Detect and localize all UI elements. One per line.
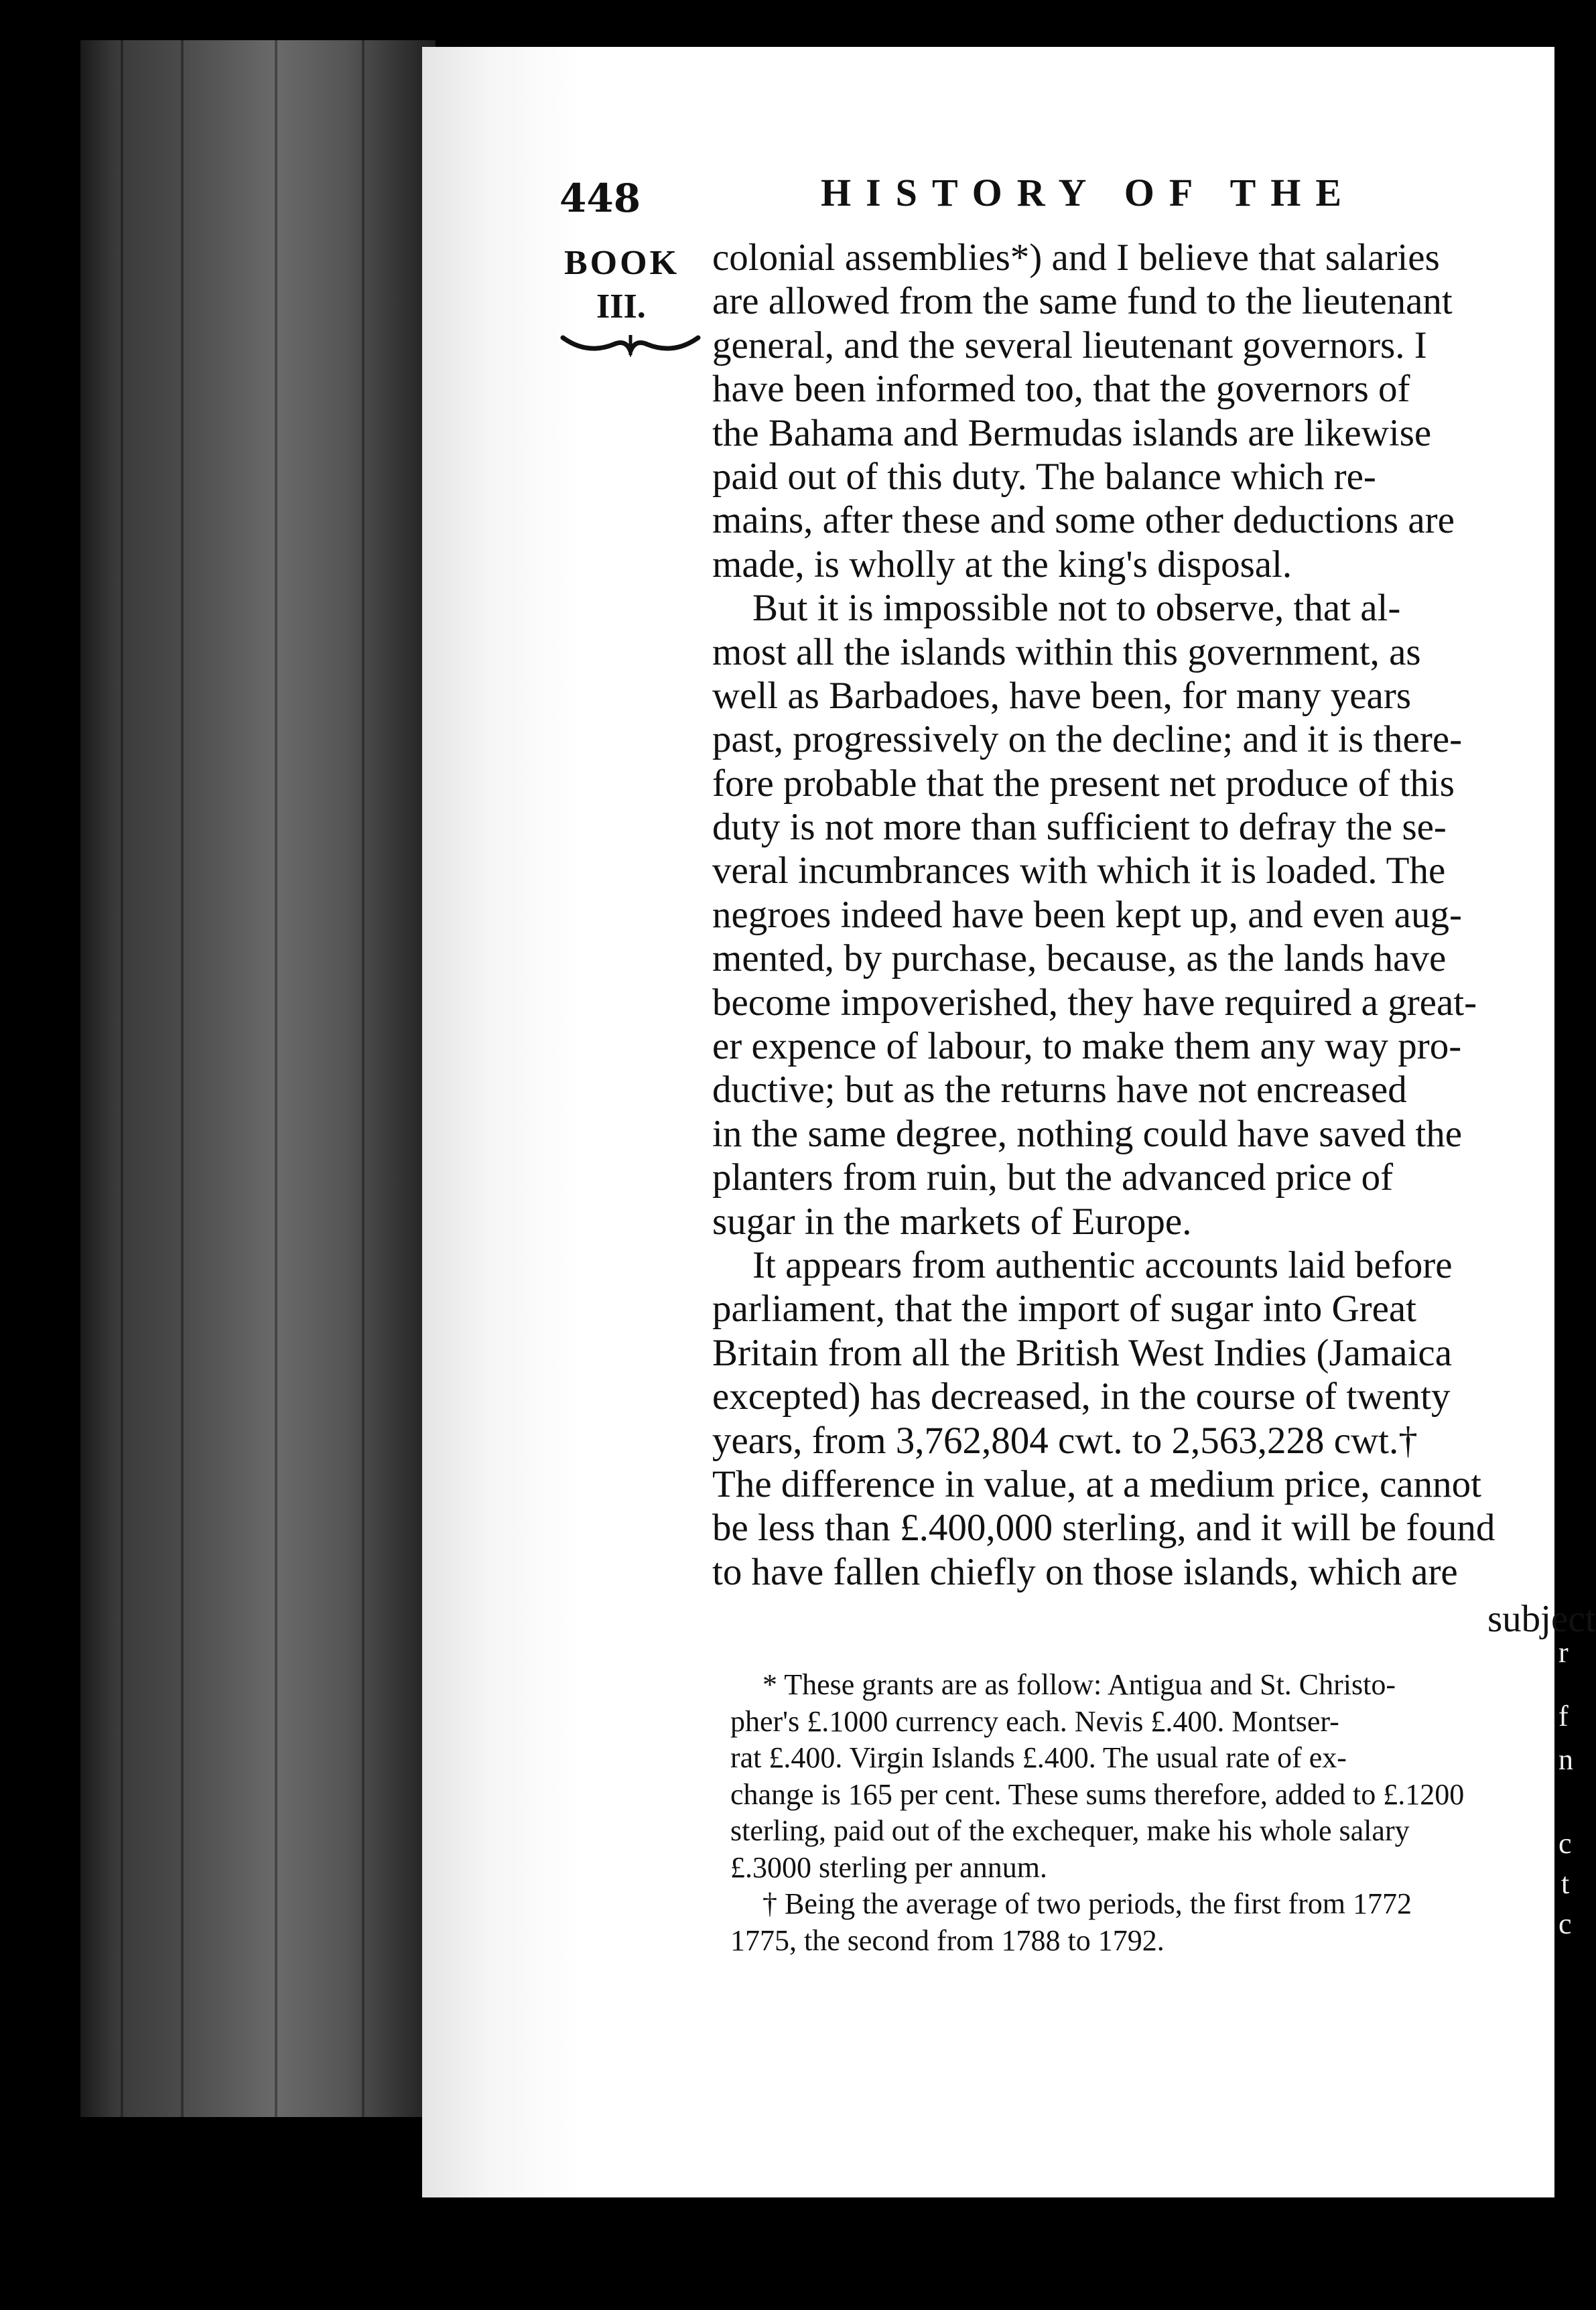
text-line: general, and the several lieutenant governors. I <box>712 324 1427 366</box>
edge-letter: r <box>1558 1636 1569 1669</box>
footnote-line: 1775, the second from 1788 to 1792. <box>730 1923 1165 1957</box>
text-line: veral incumbrances with which it is loaded. The <box>712 850 1446 892</box>
footnote-line: rat £.400. Virgin Islands £.400. The usual rate of ex- <box>730 1741 1347 1774</box>
paragraph-first-line: But it is impossible not to observe, that al- <box>752 587 1401 630</box>
footnote-line: £.3000 sterling per annum. <box>730 1850 1047 1884</box>
text-line: parliament, that the import of sugar into Great <box>712 1288 1417 1331</box>
book-spine-shadow <box>80 40 436 2117</box>
paragraph-first-line: It appears from authentic accounts laid before <box>752 1243 1453 1286</box>
text-line: past, progressively on the decline; and it is there- <box>712 718 1463 761</box>
text-line: are allowed from the same fund to the lieutenant <box>712 280 1453 323</box>
page-number: 448 <box>559 176 641 221</box>
edge-letter: c <box>1558 1827 1572 1860</box>
footnote-line: * These grants are as follow: Antigua and St. Christo- <box>762 1668 1396 1701</box>
footnote-line: † Being the average of two periods, the first from 1772 <box>762 1887 1412 1920</box>
text-line: mains, after these and some other deductions are <box>712 499 1455 542</box>
text-line: Britain from all the British West Indies (Jamaica <box>712 1331 1453 1374</box>
text-line: excepted) has decreased, in the course of twenty <box>712 1375 1451 1418</box>
text-line: er expence of labour, to make them any way pro- <box>712 1025 1462 1068</box>
text-line: the Bahama and Bermudas islands are likewise <box>712 411 1432 454</box>
text-line: most all the islands within this government, as <box>712 630 1421 673</box>
text-line: mented, by purchase, because, as the lands have <box>712 937 1447 980</box>
footnote-line: change is 165 per cent. These sums therefore, added to £.1200 <box>730 1777 1465 1811</box>
text-line: paid out of this duty. The balance which re- <box>712 455 1376 498</box>
text-line: have been informed too, that the governors of <box>712 368 1410 411</box>
text-line: years, from 3,762,804 cwt. to 2,563,228 cwt.† <box>712 1419 1418 1462</box>
body-text <box>712 236 1577 1594</box>
text-line: planters from ruin, but the advanced price of <box>712 1156 1394 1199</box>
text-line: be less than £.400,000 sterling, and it will be found <box>712 1507 1495 1550</box>
edge-letter: t <box>1561 1867 1570 1900</box>
text-line: in the same degree, nothing could have saved the <box>712 1112 1463 1155</box>
text-line: made, is wholly at the king's disposal. <box>712 543 1292 586</box>
text-line: fore probable that the present net produce of this <box>712 762 1455 805</box>
text-line: ductive; but as the returns have not encreased <box>712 1069 1407 1111</box>
text-line: become impoverished, they have required a great- <box>712 981 1477 1024</box>
edge-letter: f <box>1558 1700 1569 1732</box>
book-number: III. <box>596 287 646 326</box>
text-line: sugar in the markets of Europe. <box>712 1200 1192 1243</box>
ornament-flourish <box>560 328 701 362</box>
edge-letter: c <box>1558 1907 1572 1940</box>
catchword: subject <box>1487 1598 1596 1640</box>
footnote-line: sterling, paid out of the exchequer, make his whole salary <box>730 1814 1410 1847</box>
book-label: BOOK <box>564 244 680 282</box>
text-line: well as Barbadoes, have been, for many years <box>712 674 1412 717</box>
text-line: to have fallen chiefly on those islands, which are <box>712 1550 1458 1593</box>
edge-letter: n <box>1558 1743 1573 1776</box>
text-line: duty is not more than sufficient to defray the se- <box>712 806 1447 849</box>
footnotes <box>730 1667 1561 1959</box>
running-head: HISTORY OF THE <box>821 171 1357 214</box>
text-line: colonial assemblies*) and I believe that salaries <box>712 236 1440 279</box>
text-line: The difference in value, at a medium price, cannot <box>712 1463 1481 1505</box>
text-line: negroes indeed have been kept up, and even aug- <box>712 893 1462 936</box>
footnote-line: pher's £.1000 currency each. Nevis £.400. Montser- <box>730 1704 1339 1738</box>
